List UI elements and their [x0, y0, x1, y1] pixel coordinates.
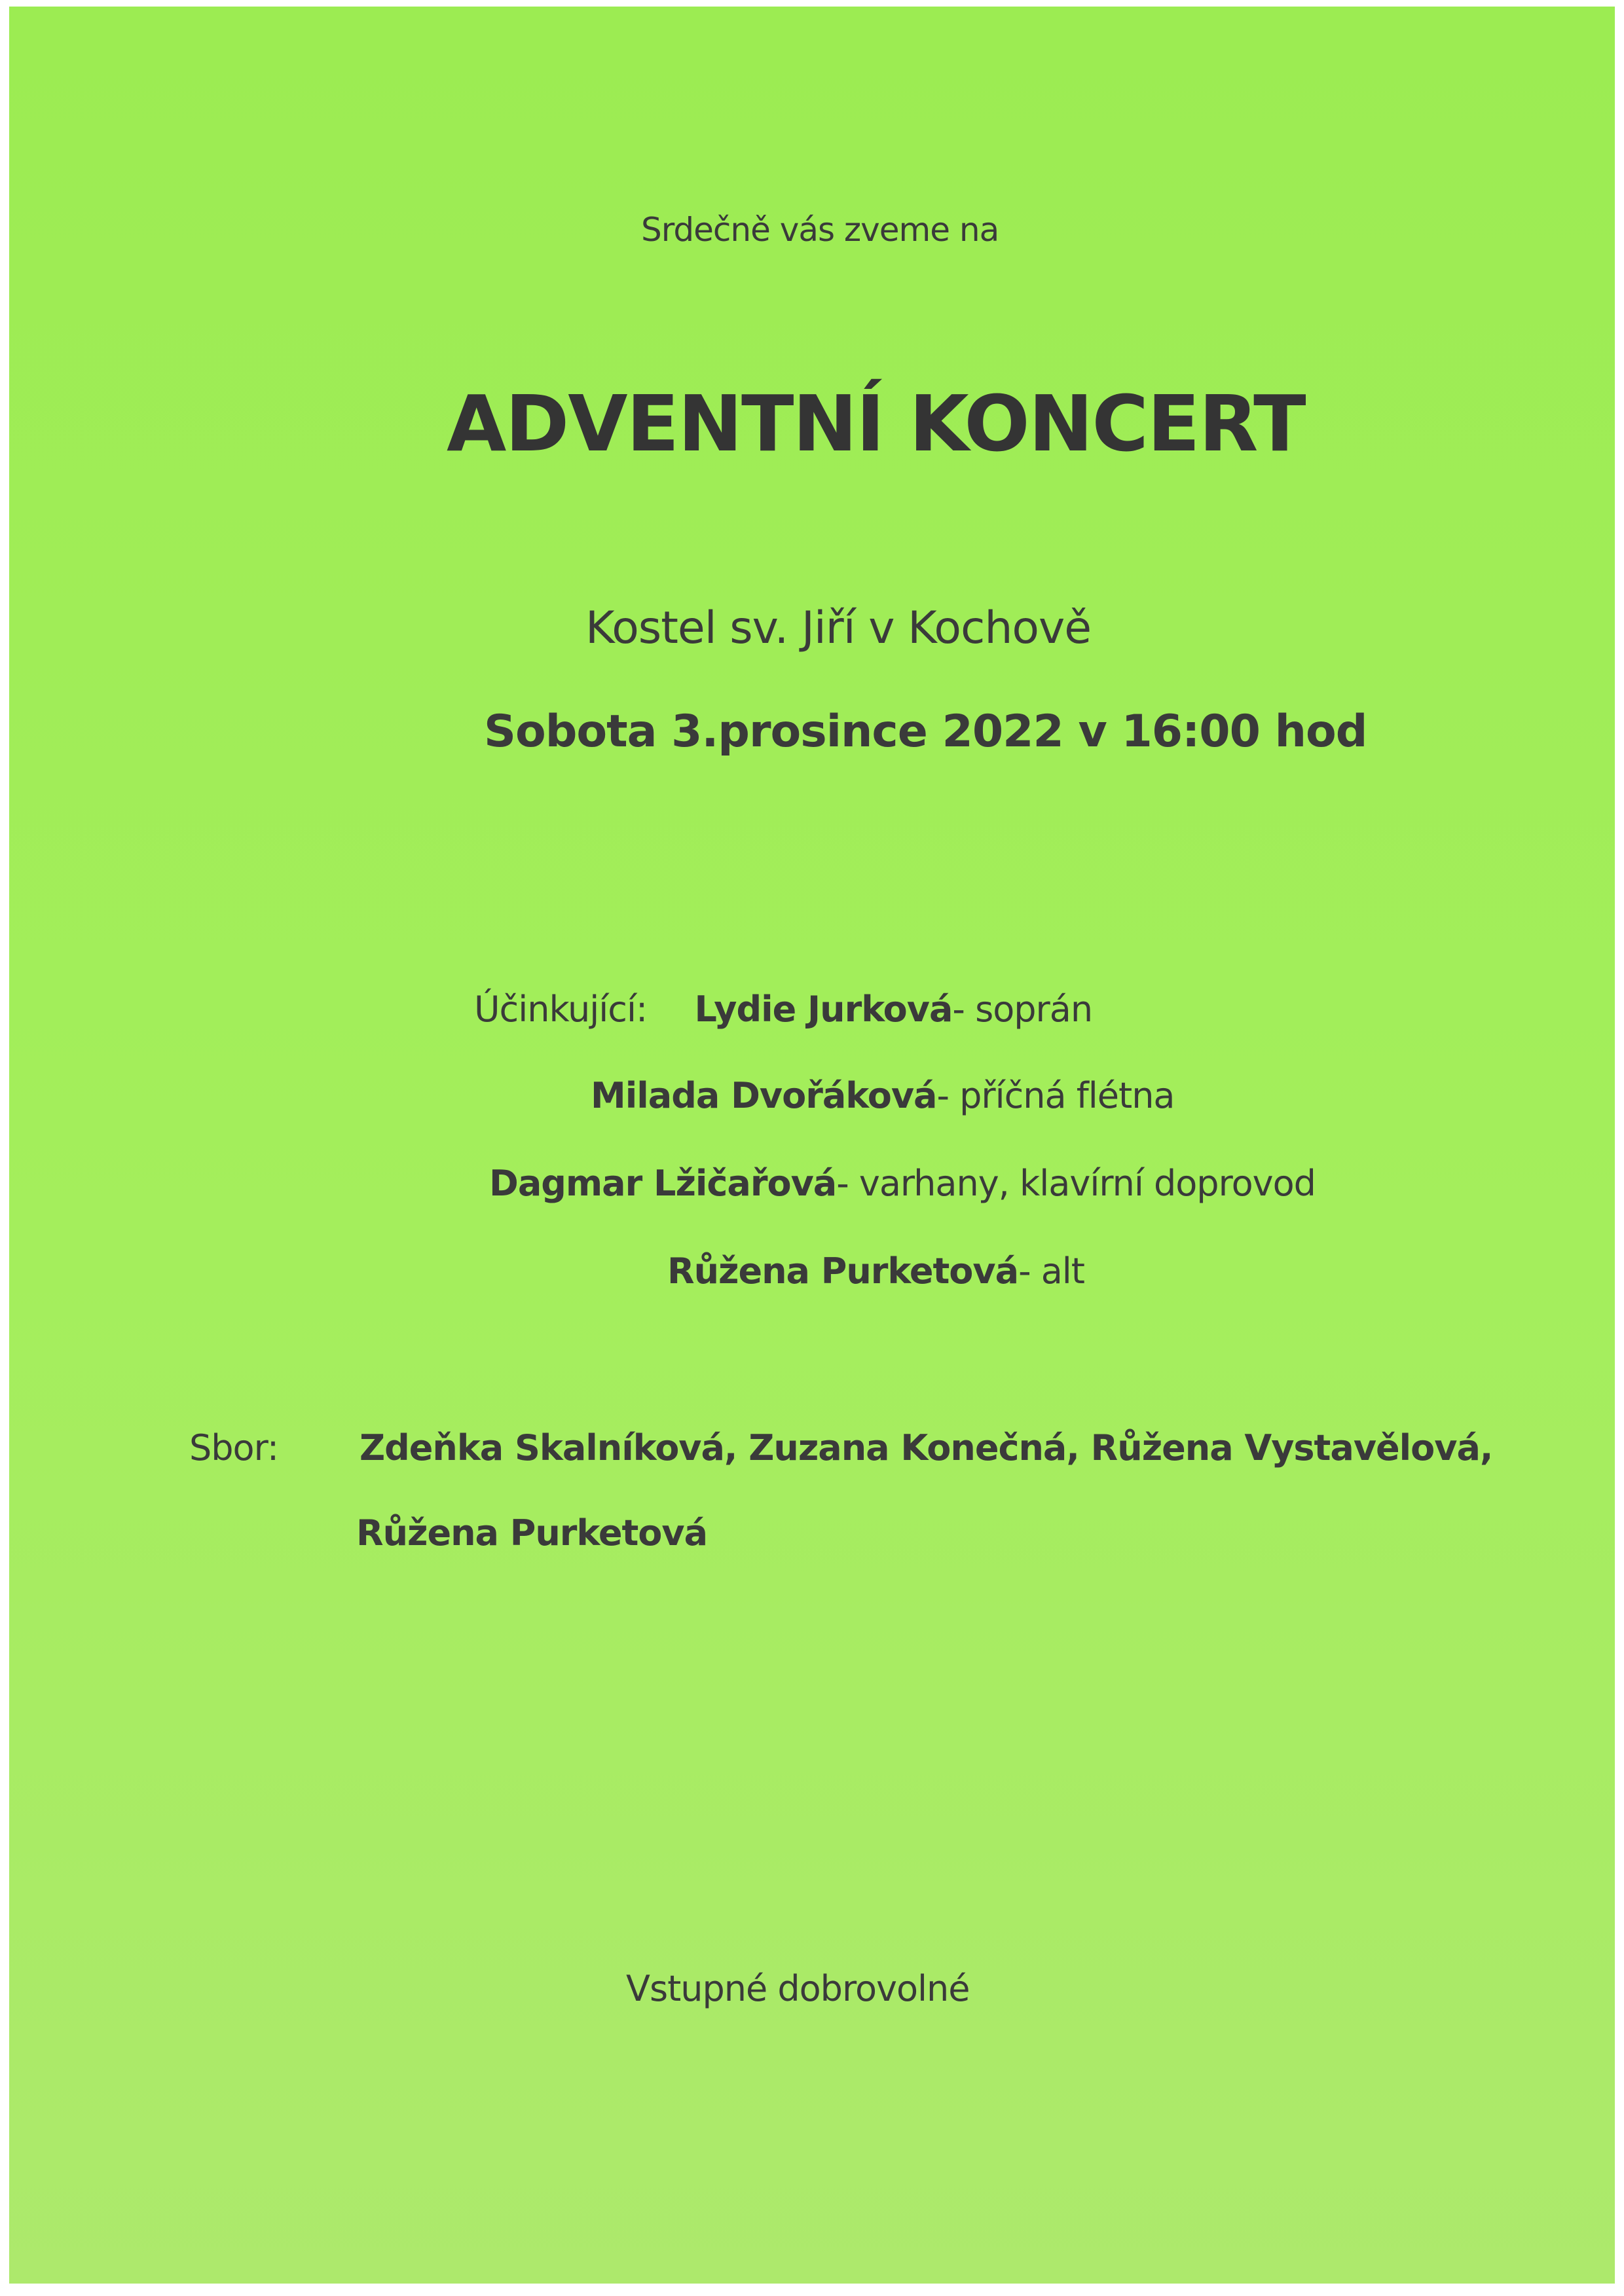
choir-members-line-1: Zdeňka Skalníková, Zuzana Konečná, Růžena Vystavělová,: [360, 1427, 1493, 1468]
invitation-text: Srdečně vás zveme na: [641, 211, 999, 249]
performer-name: Dagmar Lžičařová: [489, 1163, 837, 1204]
green-paper-sheet: [9, 7, 1615, 2284]
performer-role: - varhany, klavírní doprovod: [836, 1163, 1316, 1204]
choir-members-line-2: Růžena Purketová: [356, 1512, 708, 1554]
performer-row-2: [591, 1075, 1175, 1116]
concert-title: ADVENTNÍ KONCERT: [447, 378, 1305, 469]
choir-label: Sbor:: [189, 1427, 279, 1468]
performer-role: - příčná flétna: [936, 1075, 1175, 1116]
performer-role: - alt: [1018, 1250, 1084, 1292]
date-time-text: Sobota 3.prosince 2022 v 16:00 hod: [484, 706, 1367, 757]
venue-text: Kostel sv. Jiří v Kochově: [585, 602, 1092, 654]
entry-fee-text: Vstupné dobrovolné: [626, 1968, 970, 2009]
performer-name: Růžena Purketová: [667, 1250, 1019, 1292]
performer-row-4: [667, 1250, 1084, 1292]
performer-name: Milada Dvořáková: [591, 1075, 937, 1116]
performer-row-3: [489, 1163, 1316, 1204]
performer-row-1: [474, 989, 1092, 1030]
performers-label: Účinkující:: [474, 989, 648, 1030]
performer-name: Lydie Jurková: [694, 989, 953, 1030]
performer-role: - soprán: [952, 989, 1093, 1030]
